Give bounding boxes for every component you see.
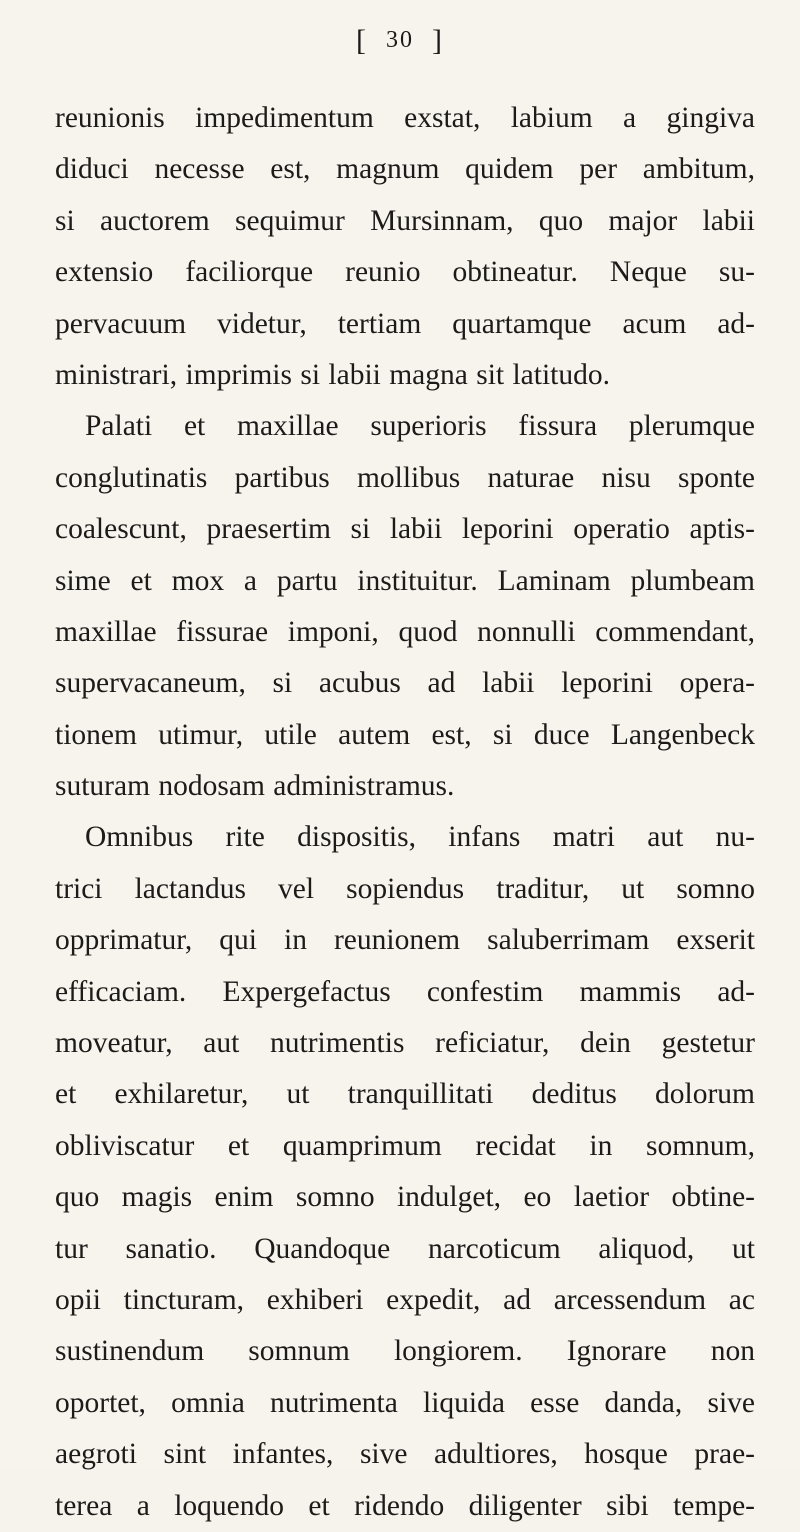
text-line: reunionis impedimentum exstat, labium a gingiva xyxy=(55,102,755,134)
text-line: si auctorem sequimur Mursinnam, quo major labii xyxy=(55,204,755,237)
text-line: ministrari, imprimis si labii magna sit latitudo. xyxy=(55,358,610,391)
text-line: aegroti sint infantes, sive adultiores, hosque prae- xyxy=(55,1438,755,1471)
page-number-close-bracket: ] xyxy=(432,24,444,57)
paragraph-start-line: Palati et maxillae superioris fissura plerumque xyxy=(85,410,755,443)
text-line: maxillae fissurae imponi, quod nonnulli commendant, xyxy=(55,615,755,648)
body-text xyxy=(55,93,755,1532)
text-line: obliviscatur et quamprimum recidat in somnum, xyxy=(55,1129,755,1162)
text-line: opii tincturam, exhiberi expedit, ad arcessendum ac xyxy=(55,1283,755,1316)
page-number-open-bracket: [ xyxy=(356,24,368,57)
text-line: supervacaneum, si acubus ad labii leporini opera- xyxy=(55,667,755,700)
text-line: tionem utimur, utile autem est, si duce Langenbeck xyxy=(55,718,755,751)
text-line: diduci necesse est, magnum quidem per ambitum, xyxy=(55,153,755,186)
text-line: conglutinatis partibus mollibus naturae nisu sponte xyxy=(55,461,755,494)
text-line: terea a loquendo et ridendo diligenter sibi tempe- xyxy=(55,1489,755,1522)
page-number xyxy=(0,24,800,58)
paragraph-start-line: Omnibus rite dispositis, infans matri aut nu- xyxy=(85,821,755,854)
text-line: quo magis enim somno indulget, eo laetior obtine- xyxy=(55,1181,755,1214)
text-line: suturam nodosam administramus. xyxy=(55,770,455,803)
text-line: moveatur, aut nutrimentis reficiatur, dein gestetur xyxy=(55,1027,755,1060)
text-line: tur sanatio. Quandoque narcoticum aliquod, ut xyxy=(55,1232,755,1265)
text-line: efficaciam. Expergefactus confestim mammis ad- xyxy=(55,975,755,1008)
page-number-value: 30 xyxy=(386,27,414,53)
text-line: oportet, omnia nutrimenta liquida esse danda, sive xyxy=(55,1386,755,1419)
text-line: pervacuum videtur, tertiam quartamque acum ad- xyxy=(55,307,755,340)
text-line: trici lactandus vel sopiendus traditur, ut somno xyxy=(55,872,755,905)
text-line: extensio faciliorque reunio obtineatur. Neque su- xyxy=(55,256,755,289)
text-line: et exhilaretur, ut tranquillitati deditus dolorum xyxy=(55,1078,755,1111)
text-line: opprimatur, qui in reunionem saluberrimam exserit xyxy=(55,924,755,957)
text-line: sustinendum somnum longiorem. Ignorare non xyxy=(55,1335,755,1368)
text-line: coalescunt, praesertim si labii leporini operatio aptis- xyxy=(55,513,755,546)
text-line: sime et mox a partu instituitur. Laminam plumbeam xyxy=(55,564,755,597)
